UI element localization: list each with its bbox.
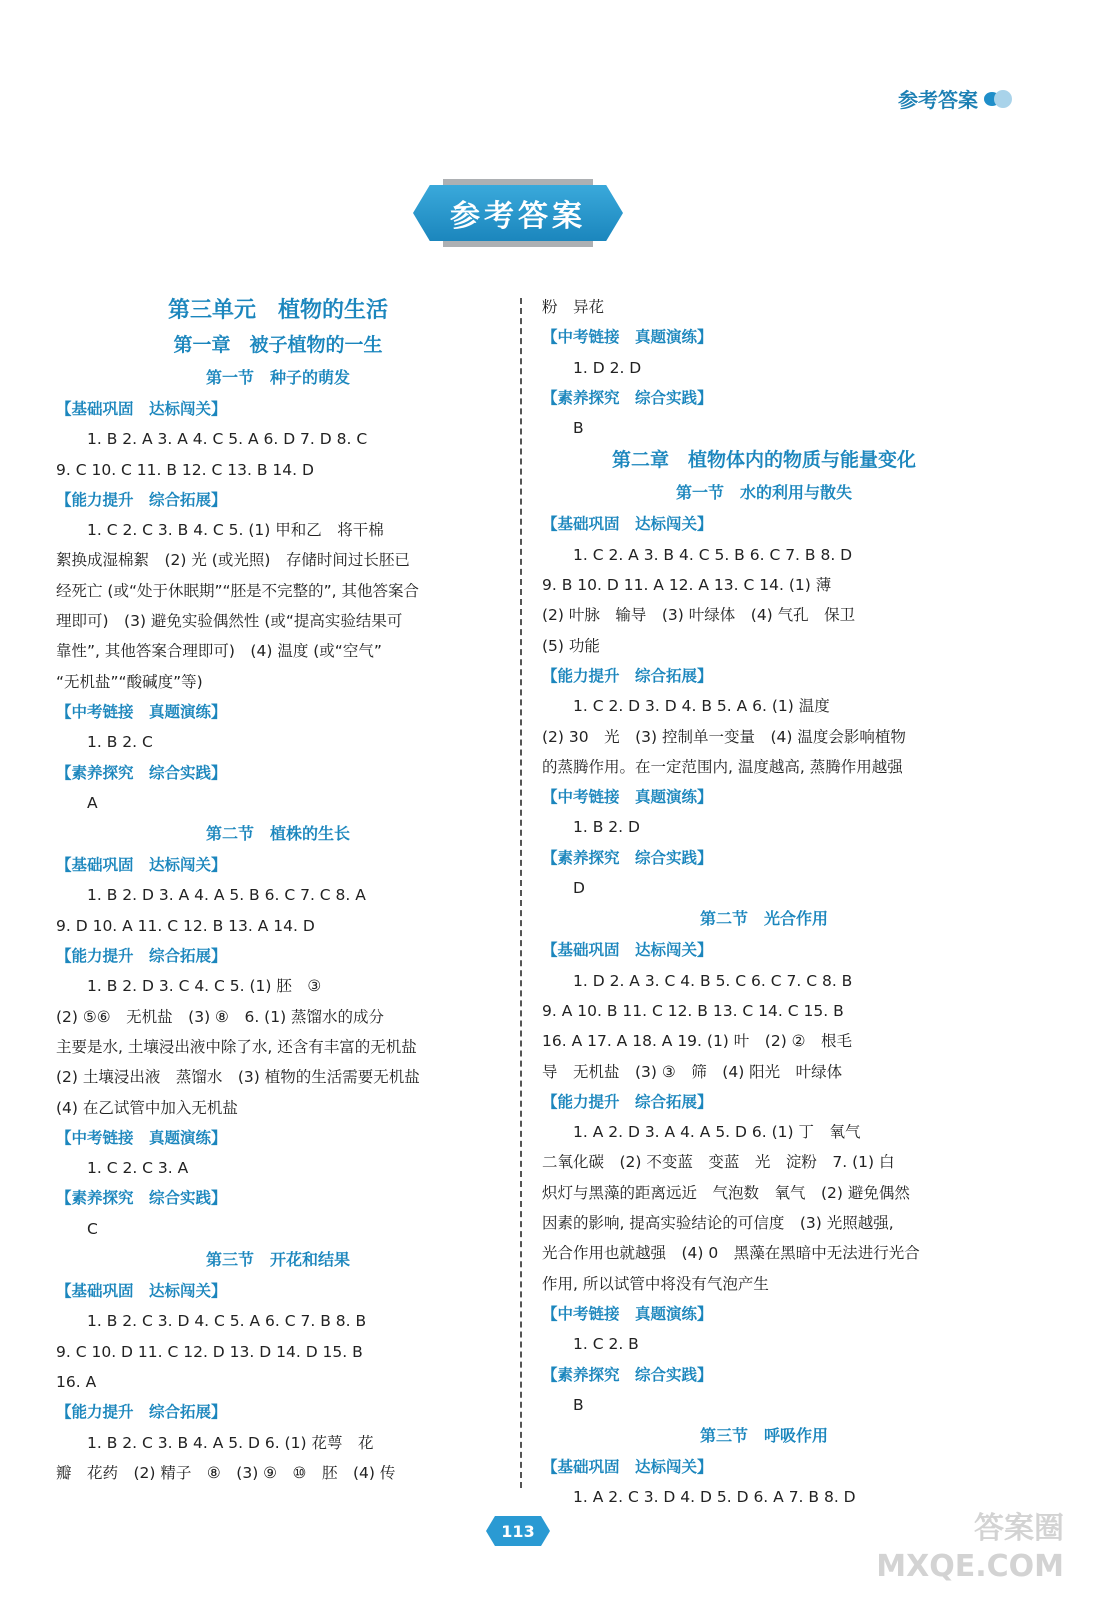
answer-line: 1. B 2. D xyxy=(573,818,640,837)
section-title: 第二节 植株的生长 xyxy=(205,824,350,844)
answer-line: 1. C 2. C 3. B 4. C 5. (1) 甲和乙 将干棉 xyxy=(87,521,384,540)
basic-tag: 【基础巩固 达标闯关】 xyxy=(56,856,227,875)
answer-line: 16. A xyxy=(56,1372,97,1391)
column-divider xyxy=(520,298,522,1488)
unit-title: 第三单元 植物的生活 xyxy=(167,297,388,323)
answer-line: 1. D 2. A 3. C 4. B 5. C 6. C 7. C 8. B xyxy=(573,971,853,990)
answer-line: 1. B 2. A 3. A 4. C 5. A 6. D 7. D 8. C xyxy=(87,430,368,449)
answer-line: 1. A 2. C 3. D 4. D 5. D 6. A 7. B 8. D xyxy=(573,1488,856,1507)
answer-line: 9. B 10. D 11. A 12. A 13. C 14. (1) 薄 xyxy=(542,576,832,595)
answer-line: C xyxy=(87,1219,98,1238)
page-number-badge xyxy=(486,1516,550,1546)
running-header-label: 参考答案 xyxy=(898,88,978,112)
answer-line: “无机盐”“酸碱度”等) xyxy=(56,672,203,691)
watermark-line2: MXQE.COM xyxy=(876,1549,1064,1584)
answer-line: 光合作用也就越强 (4) 0 黑藻在黑暗中无法进行光合 xyxy=(542,1244,920,1263)
answer-banner xyxy=(413,185,623,241)
answer-line: 靠性”, 其他答案合理即可) (4) 温度 (或“空气” xyxy=(56,642,382,661)
quality-tag: 【素养探究 综合实践】 xyxy=(542,848,713,867)
section-title: 第一节 种子的萌发 xyxy=(205,368,350,387)
answer-line: 1. C 2. D 3. D 4. B 5. A 6. (1) 温度 xyxy=(573,697,830,716)
chapter-title: 第二章 植物体内的物质与能量变化 xyxy=(611,449,916,472)
watermark-logo xyxy=(864,1510,1064,1590)
answer-line: 絮换成湿棉絮 (2) 光 (或光照) 存储时间过长胚已 xyxy=(56,551,410,570)
quality-tag: 【素养探究 综合实践】 xyxy=(542,1365,713,1384)
section-title: 第一节 水的利用与散失 xyxy=(675,483,852,503)
answer-line: 主要是水, 土壤浸出液中除了水, 还含有丰富的无机盐 xyxy=(56,1037,417,1056)
answer-line: 1. B 2. C 3. B 4. A 5. D 6. (1) 花萼 花 xyxy=(87,1433,374,1452)
ability-tag: 【能力提升 综合拓展】 xyxy=(56,1403,227,1422)
answer-line: (2) 土壤浸出液 蒸馏水 (3) 植物的生活需要无机盐 xyxy=(56,1068,420,1087)
quality-tag: 【素养探究 综合实践】 xyxy=(56,1189,227,1208)
answer-line: B xyxy=(573,1395,584,1414)
ability-tag: 【能力提升 综合拓展】 xyxy=(542,1092,713,1111)
left-column xyxy=(56,292,500,1488)
section-title: 第三节 呼吸作用 xyxy=(699,1426,828,1446)
answer-line: 导 无机盐 (3) ③ 筛 (4) 阳光 叶绿体 xyxy=(542,1062,843,1081)
basic-tag: 【基础巩固 达标闯关】 xyxy=(56,400,227,418)
section-title: 第三节 开花和结果 xyxy=(205,1250,350,1270)
exam-tag: 【中考链接 真题演练】 xyxy=(56,702,227,721)
answer-line: 的蒸腾作用。在一定范围内, 温度越高, 蒸腾作用越强 xyxy=(542,757,903,776)
answer-line: 16. A 17. A 18. A 19. (1) 叶 (2) ② 根毛 xyxy=(542,1032,853,1051)
answer-line: (2) 30 光 (3) 控制单一变量 (4) 温度会影响植物 xyxy=(542,727,906,746)
answer-line: 1. B 2. D 3. A 4. A 5. B 6. C 7. C 8. A xyxy=(87,886,366,905)
answer-line: 1. B 2. D 3. C 4. C 5. (1) 胚 ③ xyxy=(87,977,322,996)
answer-line: 瓣 花药 (2) 精子 ⑧ (3) ⑨ ⑩ 胚 (4) 传 xyxy=(56,1463,396,1482)
answer-line: 作用, 所以试管中将没有气泡产生 xyxy=(542,1274,769,1293)
banner-title: 参考答案 xyxy=(450,199,586,234)
answer-line: (4) 在乙试管中加入无机盐 xyxy=(56,1098,238,1117)
answer-line: 9. C 10. C 11. B 12. C 13. B 14. D xyxy=(56,460,314,479)
quality-tag: 【素养探究 综合实践】 xyxy=(56,763,227,782)
answer-line: A xyxy=(87,793,98,812)
section-title: 第二节 光合作用 xyxy=(699,909,828,929)
answer-line: 炽灯与黑藻的距离远近 气泡数 氧气 (2) 避免偶然 xyxy=(542,1183,910,1202)
answer-line: 1. C 2. A 3. B 4. C 5. B 6. C 7. B 8. D xyxy=(573,545,853,564)
answer-line: 1. A 2. D 3. A 4. A 5. D 6. (1) 丁 氧气 xyxy=(573,1123,861,1142)
answer-line: B xyxy=(573,419,584,438)
answer-line: 1. B 2. C 3. D 4. C 5. A 6. C 7. B 8. B xyxy=(87,1312,367,1331)
ability-tag: 【能力提升 综合拓展】 xyxy=(56,490,227,509)
ability-tag: 【能力提升 综合拓展】 xyxy=(542,666,713,685)
answer-line: 9. A 10. B 11. C 12. B 13. C 14. C 15. B xyxy=(542,1001,844,1020)
exam-tag: 【中考链接 真题演练】 xyxy=(542,788,713,807)
running-header xyxy=(898,84,1014,113)
basic-tag: 【基础巩固 达标闯关】 xyxy=(56,1282,227,1301)
answer-line: 理即可) (3) 避免实验偶然性 (或“提高实验结果可 xyxy=(56,612,403,631)
ability-tag: 【能力提升 综合拓展】 xyxy=(56,947,227,966)
answer-line: 1. B 2. C xyxy=(87,733,153,752)
answer-line: 粉 异花 xyxy=(542,298,605,316)
exam-tag: 【中考链接 真题演练】 xyxy=(542,328,713,347)
basic-tag: 【基础巩固 达标闯关】 xyxy=(542,515,713,534)
basic-tag: 【基础巩固 达标闯关】 xyxy=(542,1458,713,1477)
answer-line: 1. D 2. D xyxy=(573,358,642,377)
answer-line: (2) 叶脉 输导 (3) 叶绿体 (4) 气孔 保卫 xyxy=(542,606,856,625)
chapter-title: 第一章 被子植物的一生 xyxy=(173,334,383,356)
right-column xyxy=(542,292,986,1513)
basic-tag: 【基础巩固 达标闯关】 xyxy=(542,941,713,960)
answer-line: 9. D 10. A 11. C 12. B 13. A 14. D xyxy=(56,916,315,935)
exam-tag: 【中考链接 真题演练】 xyxy=(56,1128,227,1147)
answer-line: (2) ⑤⑥ 无机盐 (3) ⑧ 6. (1) 蒸馏水的成分 xyxy=(56,1007,385,1026)
bubble-icon xyxy=(984,88,1014,110)
answer-line: 9. C 10. D 11. C 12. D 13. D 14. D 15. B xyxy=(56,1342,363,1361)
answer-line: 因素的影响, 提高实验结论的可信度 (3) 光照越强, xyxy=(542,1214,894,1233)
answer-line: 经死亡 (或“处于休眠期”“胚是不完整的”, 其他答案合 xyxy=(56,581,419,600)
answer-line: 1. C 2. C 3. A xyxy=(87,1159,189,1178)
exam-tag: 【中考链接 真题演练】 xyxy=(542,1304,713,1323)
watermark-line1: 答案圈 xyxy=(974,1511,1064,1546)
answer-line: D xyxy=(573,879,585,898)
answer-line: 1. C 2. B xyxy=(573,1335,639,1354)
answer-line: 二氧化碳 (2) 不变蓝 变蓝 光 淀粉 7. (1) 白 xyxy=(542,1153,895,1172)
page-number: 113 xyxy=(501,1521,535,1541)
answer-line: (5) 功能 xyxy=(542,636,600,655)
quality-tag: 【素养探究 综合实践】 xyxy=(542,388,713,407)
